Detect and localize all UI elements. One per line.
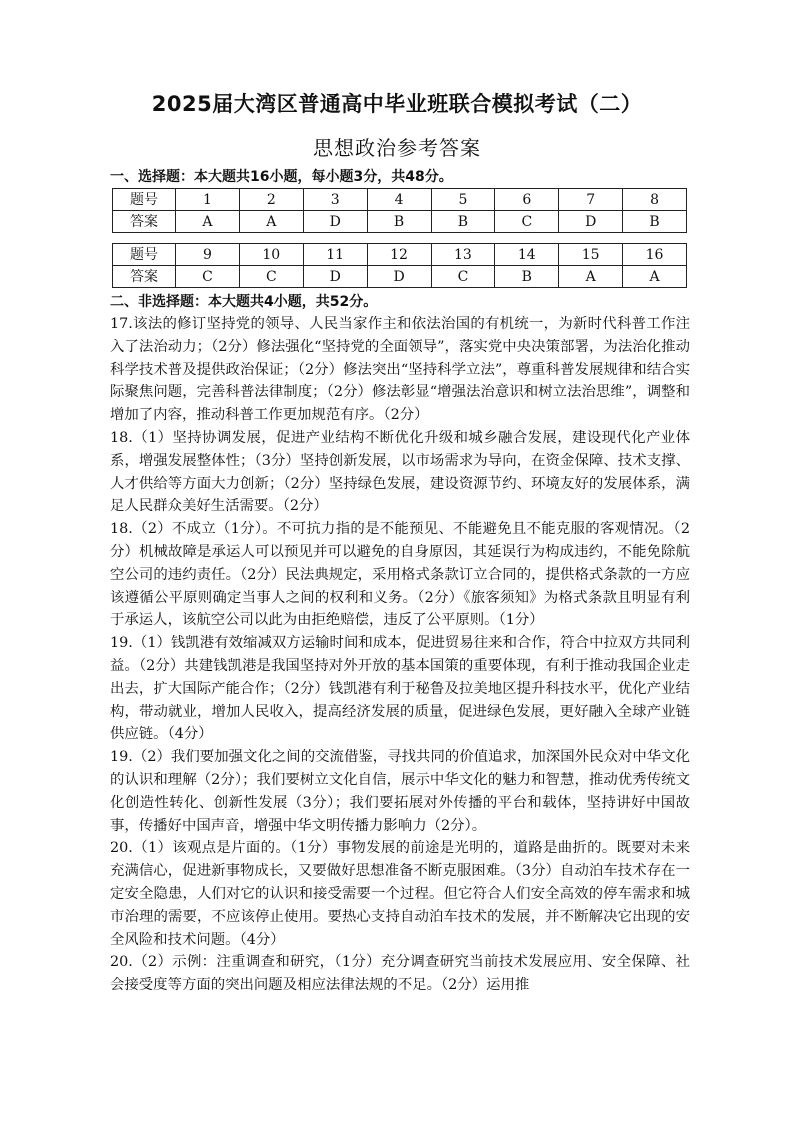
answer-paragraph-20-1: 20.（1）该观点是片面的。（1分）事物发展的前途是光明的，道路是曲折的。既要对未来充满信心，促进新事物成长，又要做好思想准备不断克服困难。（3分）自动泊车技术存在一定安全隐患，人们对它的认识和接受需要一个过程。但它符合人们安全高效的停车需求和城市治理的需要，不应该停止使用。要热心支持自动泊车技术的发展，并不断解决它出现的安全风险和技术问题。（4分） — [110, 840, 690, 948]
question-number: 14 — [495, 244, 559, 266]
answer-cell: C — [176, 266, 240, 288]
question-number: 3 — [303, 189, 367, 211]
answer-paragraph-17: 17.该法的修订坚持党的领导、人民当家作主和依法治国的有机统一，为新时代科普工作注入了法治动力；（2分）修法强化“坚持党的全面领导”，落实党中央决策部署，为法治化推动科学技术普及提供政治保证；（2分）修法突出“坚持科学立法”，尊重科普发展规律和结合实际聚焦问题，完善科普法律制度；（2分）修法彰显“增强法治意识和树立法治思维”，调整和增加了内容，推动科普工作更加规范有序。（2分） — [110, 316, 690, 424]
answer-row — [113, 211, 687, 233]
question-number: 12 — [367, 244, 431, 266]
row-label-question: 题号 — [113, 189, 176, 211]
question-number-row — [113, 244, 687, 266]
answer-cell: D — [367, 266, 431, 288]
answer-cell: A — [176, 211, 240, 233]
section-1-heading: 一、选择题：本大题共16小题，每小题3分，共48分。 — [110, 169, 453, 185]
page-title: 2025届大湾区普通高中毕业班联合模拟考试（二） — [151, 92, 643, 116]
answer-cell: A — [559, 266, 623, 288]
answer-row — [113, 266, 687, 288]
question-number: 6 — [495, 189, 559, 211]
answer-paragraph-20-2: 20.（2）示例：注重调查和研究，（1分）充分调查研究当前技术发展应用、安全保障、社会接受度等方面的突出问题及相应法律法规的不足。（2分）运用推 — [110, 954, 690, 994]
row-label-question: 题号 — [113, 244, 176, 266]
question-number: 13 — [431, 244, 495, 266]
answer-paragraph-19-2: 19.（2）我们要加强文化之间的交流借鉴，寻找共同的价值追求，加深国外民众对中华文化的认识和理解（2分）；我们要树立文化自信，展示中华文化的魅力和智慧，推动优秀传统文化创造性转化、创新性发展（3分）；我们要拓展对外传播的平台和载体，坚持讲好中国故事，传播好中国声音，增强中华文明传播力影响力（2分）。 — [110, 749, 690, 834]
question-number: 11 — [303, 244, 367, 266]
answer-cell: B — [623, 211, 687, 233]
answer-cell: A — [239, 211, 303, 233]
answer-cell: B — [495, 266, 559, 288]
row-label-answer: 答案 — [113, 211, 176, 233]
question-number: 9 — [176, 244, 240, 266]
answer-table-2 — [112, 243, 687, 288]
answer-body — [110, 313, 690, 997]
answer-paragraph-19-1: 19.（1）钱凯港有效缩减双方运输时间和成本，促进贸易往来和合作，符合中拉双方共同利益。（2分）共建钱凯港是我国坚持对外开放的基本国策的重要体现，有利于推动我国企业走出去，扩大国际产能合作；（2分）钱凯港有利于秘鲁及拉美地区提升科技水平，优化产业结构，带动就业，增加人民收入，提高经济发展的质量，促进绿色发展，更好融入全球产业链供应链。（4分） — [110, 635, 690, 743]
answer-paragraph-18-1: 18.（1）坚持协调发展，促进产业结构不断优化升级和城乡融合发展，建设现代化产业体系，增强发展整体性；（3分）坚持创新发展，以市场需求为导向，在资金保障、技术支撑、人才供给等方面大力创新；（2分）坚持绿色发展，建设资源节约、环境友好的发展体系，满足人民群众美好生活需要。（2分） — [110, 429, 690, 515]
answer-cell: B — [431, 211, 495, 233]
answer-cell: B — [367, 211, 431, 233]
question-number: 8 — [623, 189, 687, 211]
answer-cell: D — [303, 266, 367, 288]
question-number: 4 — [367, 189, 431, 211]
answer-cell: D — [303, 211, 367, 233]
question-number: 16 — [623, 244, 687, 266]
answer-paragraph-18-2: 18.（2）不成立（1分）。不可抗力指的是不能预见、不能避免且不能克服的客观情况。（2分）机械故障是承运人可以预见并可以避免的自身原因，其延误行为构成违约，不能免除航空公司的违约责任。（2分）民法典规定，采用格式条款订立合同的，提供格式条款的一方应该遵循公平原则确定当事人之间的权利和义务。（2分）《旅客须知》为格式条款且明显有利于承运人，该航空公司以此为由拒绝赔偿，违反了公平原则。（1分） — [110, 521, 690, 629]
question-number: 5 — [431, 189, 495, 211]
answer-cell: A — [623, 266, 687, 288]
section-2-heading: 二、非选择题：本大题共4小题，共52分。 — [110, 294, 378, 310]
question-number: 10 — [239, 244, 303, 266]
page-subtitle: 思想政治参考答案 — [313, 136, 481, 160]
answer-cell: C — [495, 211, 559, 233]
question-number-row — [113, 189, 687, 211]
question-number: 7 — [559, 189, 623, 211]
row-label-answer: 答案 — [113, 266, 176, 288]
answer-cell: C — [431, 266, 495, 288]
answer-table-1 — [112, 188, 687, 233]
answer-cell: D — [559, 211, 623, 233]
question-number: 2 — [239, 189, 303, 211]
question-number: 1 — [176, 189, 240, 211]
question-number: 15 — [559, 244, 623, 266]
answer-cell: C — [239, 266, 303, 288]
